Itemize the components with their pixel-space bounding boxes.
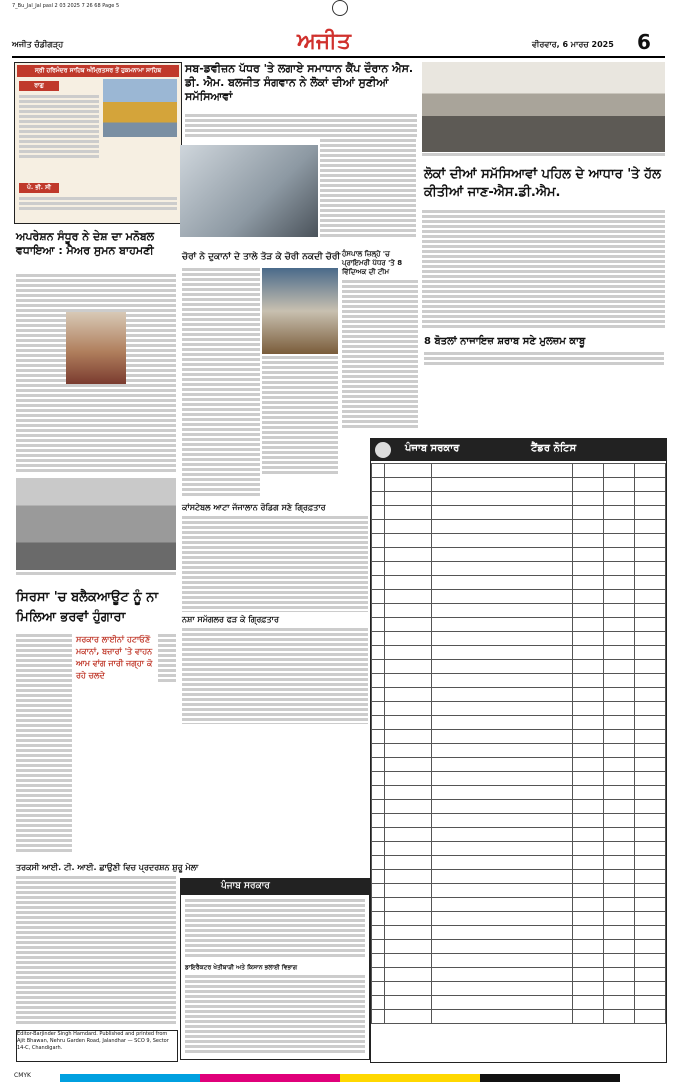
- meeting-photo: [422, 62, 665, 152]
- story2-body: [422, 210, 665, 330]
- meeting-caption: [422, 153, 665, 163]
- story2-headline: ਲੋਕਾਂ ਦੀਆਂ ਸਮੱਸਿਆਵਾਂ ਪਹਿਲ ਦੇ ਆਧਾਰ 'ਤੇ ਹੱਲ ਕੀਤੀਆਂ ਜਾਣ-ਐਸ.ਡੀ.ਐਮ.: [424, 167, 661, 200]
- table-row: [372, 478, 666, 492]
- table-row: [372, 520, 666, 534]
- govt-notice-body: [185, 899, 365, 959]
- table-row: [372, 604, 666, 618]
- portrait-photo: [66, 312, 126, 384]
- story9-body: [182, 628, 368, 724]
- page-number: 6: [637, 30, 651, 54]
- story10-body: [16, 876, 176, 1026]
- table-row: [372, 968, 666, 982]
- table-row: [372, 800, 666, 814]
- tender-header: [371, 439, 666, 461]
- table-row: [372, 898, 666, 912]
- story9-headline: ਨਸ਼ਾ ਸਮੱਗਲਰ ਫੜ ਕੇ ਗ੍ਰਿਫ਼ਤਾਰ: [182, 615, 279, 624]
- table-row: [372, 786, 666, 800]
- story4-headline: ਚੋਰਾਂ ਨੇ ਦੁਕਾਨਾਂ ਦੇ ਤਾਲੇ ਤੋੜ ਕੇ ਚੋਰੀ ਨਕਦੀ ਚੋਰੀ: [182, 252, 341, 262]
- color-bar-label: CMYK: [14, 1072, 31, 1079]
- table-row: [372, 1010, 666, 1024]
- story5-headline: ਹੰਸਪਾਲ ਜ਼ਿਲ੍ਹੇ 'ਚ ਪ੍ਰਾਇਮਰੀ ਪੱਧਰ 'ਤੇ 8 ਵਿੱਦਿਅਕ ਦੀ ਟੀਮ: [342, 250, 403, 276]
- hukamnama-box: [14, 62, 182, 224]
- table-row: [372, 814, 666, 828]
- building-photo: [16, 478, 176, 570]
- table-row: [372, 884, 666, 898]
- story1-body-col: [320, 114, 416, 242]
- table-row: [372, 870, 666, 884]
- pull-quote: ਸਰਕਾਰ ਲਾਈਨਾਂ ਹਟਾਓਣੋਂ ਮਕਾਨਾਂ, ਬਜ਼ਾਰਾਂ 'ਤੇ ਵਾਹਨ ਆਮ ਵਾਂਗ ਜਾਰੀ ਜਗ੍ਹਾ ਕੋ ਰਹੇ ਚਲਦੇ: [76, 635, 153, 680]
- hukamnama-pbc: ਪੰ. ਭੀ. ਸੀ: [19, 183, 59, 193]
- story6-headline: 8 ਬੋਤਲਾਂ ਨਾਜਾਇਜ਼ ਸ਼ਰਾਬ ਸਣੇ ਮੁਲਜ਼ਮ ਕਾਬੂ: [424, 336, 586, 347]
- hospital-photo: [180, 145, 318, 237]
- table-row: [372, 940, 666, 954]
- shop-photo: [262, 268, 338, 354]
- table-row: [372, 912, 666, 926]
- govt-notice-header: [181, 879, 369, 895]
- table-row: [372, 618, 666, 632]
- table-row: [372, 688, 666, 702]
- table-row: [372, 548, 666, 562]
- hukamnama-title: ਸ੍ਰੀ ਹਰਿਮੰਦਰ ਸਾਹਿਬ ਅੰਮ੍ਰਿਤਸਰ ਤੋਂ ਹੁਕਮਨਾਮਾ ਸਾਹਿਬ: [17, 65, 179, 77]
- table-row: [372, 954, 666, 968]
- table-row: [372, 730, 666, 744]
- table-row: [372, 758, 666, 772]
- story6-body: [424, 352, 664, 376]
- color-bar: [60, 1074, 620, 1082]
- table-row: [372, 590, 666, 604]
- govt-notice-title: ਪੰਜਾਬ ਸਰਕਾਰ: [221, 881, 270, 891]
- table-row: [372, 464, 666, 478]
- tender-right-title: ਟੈਂਡਰ ਨੋਟਿਸ: [531, 443, 577, 454]
- story4-body: [182, 268, 260, 498]
- table-row: [372, 632, 666, 646]
- table-row: [372, 674, 666, 688]
- story10-headline: ਤਰਕਸੀ ਆਈ. ਟੀ. ਆਈ. ਛਾਉਣੀ ਵਿਚ ਪ੍ਰਦਰਸ਼ਨ ਸ਼ੁਰੂ ਮੇਲਾ: [16, 863, 199, 872]
- registration-mark-icon: [332, 0, 348, 16]
- story7-body2: [158, 634, 176, 854]
- story7-body: [16, 634, 72, 854]
- govt-notice-body2: [185, 975, 365, 1055]
- table-row: [372, 828, 666, 842]
- story8-headline: ਕਾਂਸਟੇਬਲ ਆਟਾ ਜੱਜਾਲਾਨ ਰੋਡਿਗ ਸਣੇ ਗ੍ਰਿਫ਼ਤਾਰ: [182, 503, 326, 512]
- tender-notice: [370, 438, 667, 1063]
- edition-label: ਅਜੀਤ ਚੰਡੀਗੜ੍ਹ: [12, 40, 64, 49]
- table-row: [372, 534, 666, 548]
- table-row: [372, 926, 666, 940]
- story7-headline: ਸਿਰਸਾ 'ਚ ਬਲੈਕਆਊਟ ਨੂੰ ਨਾ ਮਿਲਿਆ ਭਰਵਾਂ ਹੁੰਗਾਰਾ: [16, 590, 159, 625]
- table-row: [372, 562, 666, 576]
- table-row: [372, 982, 666, 996]
- masthead-rule: [12, 56, 665, 58]
- table-row: [372, 772, 666, 786]
- table-row: [372, 492, 666, 506]
- story8-body: [182, 516, 368, 612]
- table-row: [372, 716, 666, 730]
- govt-notice-subhead: ਡਾਇਰੈਕਟਰ ਖੇਤੀਬਾੜੀ ਅਤੇ ਕਿਸਾਨ ਭਲਾਈ ਵਿਭਾਗ: [185, 964, 298, 971]
- table-row: [372, 744, 666, 758]
- hukamnama-footer-text: [19, 197, 177, 221]
- hukamnama-raag: ਰਾਗੁ: [19, 81, 59, 91]
- story3-headline: ਅਪਰੇਸ਼ਨ ਸੰਧੂਰ ਨੇ ਦੇਸ਼ ਦਾ ਮਨੋਬਲ ਵਧਾਇਆ : ਮੈਅਰ ਸੁਮਨ ਬਾਹਮਣੀ: [16, 230, 155, 257]
- imprint: Editor-Barjinder Singh Hamdard. Published and printed from Ajit Bhawan, Nehru Garden Road, Jalandhar — SCO 9, Sector 14-C, Chandigarh.: [16, 1030, 178, 1062]
- table-row: [372, 856, 666, 870]
- punjab-emblem-icon: [375, 442, 391, 458]
- story1-headline: ਸਬ-ਡਵੀਜ਼ਨ ਪੱਧਰ 'ਤੇ ਲਗਾਏ ਸਮਾਧਾਨ ਕੈਂਪ ਦੌਰਾਨ ਐਸ. ਡੀ. ਐਮ. ਬਲਜੀਤ ਸੰਗਵਾਨ ਨੇ ਲੋਕਾਂ ਦੀਆਂ ਸੁਣੀਆਂ ਸਮੱਸਿਆਵਾਂ: [185, 62, 414, 103]
- table-row: [372, 996, 666, 1010]
- golden-temple-photo: [103, 79, 177, 137]
- hukamnama-text: [19, 95, 99, 179]
- govt-notice: [180, 878, 370, 1060]
- table-row: [372, 506, 666, 520]
- tender-table: [371, 463, 666, 1024]
- newspaper-logo: ਅਜੀਤ: [297, 28, 351, 54]
- table-row: [372, 576, 666, 590]
- building-caption: [16, 572, 176, 584]
- tender-left-title: ਪੰਜਾਬ ਸਰਕਾਰ: [405, 443, 460, 454]
- table-row: [372, 660, 666, 674]
- table-row: [372, 842, 666, 856]
- print-strip: 7_Bu_Jal_Jal pasl 2 03 2025 7 26 68 Page 5: [12, 3, 120, 9]
- story4-body2: [262, 356, 338, 476]
- issue-date: ਵੀਰਵਾਰ, 6 ਮਾਰਚ 2025: [532, 40, 614, 49]
- table-row: [372, 702, 666, 716]
- table-row: [372, 646, 666, 660]
- masthead: [12, 28, 672, 54]
- story5-body: [342, 280, 418, 430]
